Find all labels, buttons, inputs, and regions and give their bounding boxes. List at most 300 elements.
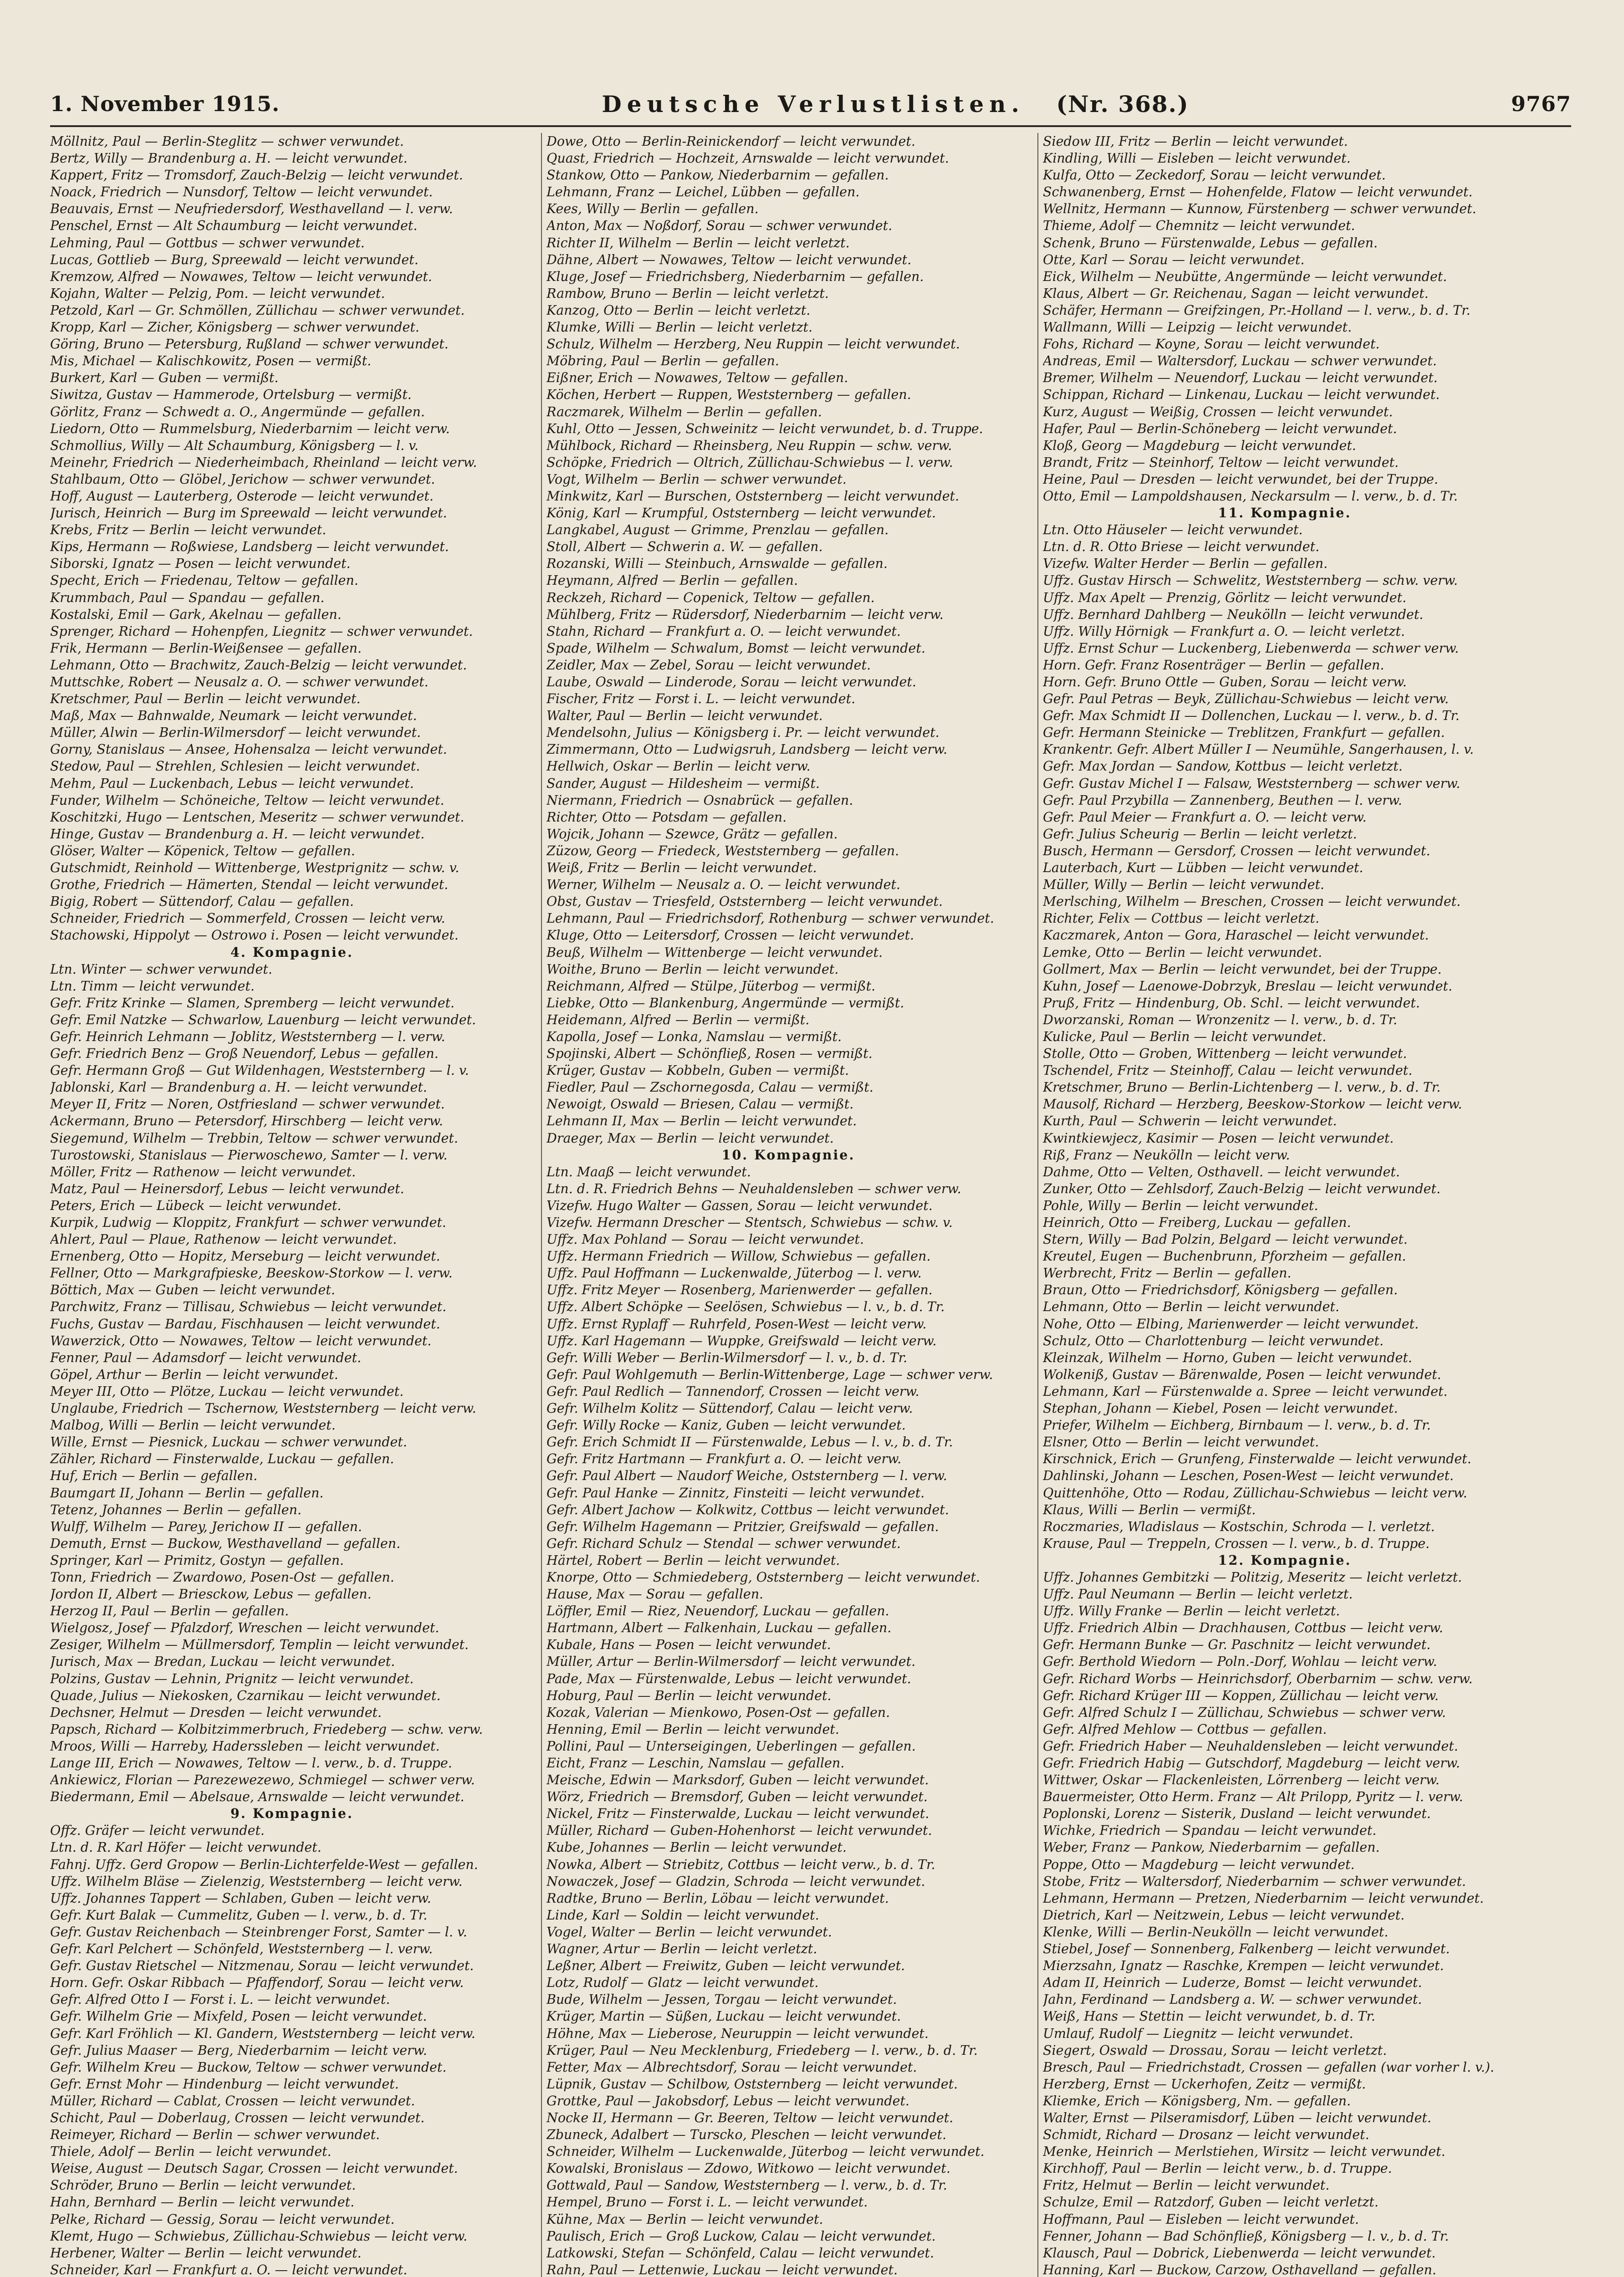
casualty-entry: Hinge, Gustav — Brandenburg a. H. — leicht verwundet. (50, 826, 425, 842)
casualty-entry: Fuchs, Gustav — Bardau, Fischhausen — leicht verwundet. (50, 1316, 440, 1332)
casualty-entry: Gefr. Albert Jachow — Kolkwitz, Cottbus — leicht verwundet. (546, 1502, 949, 1517)
issue-date: 1. November 1915. (50, 92, 280, 116)
casualty-entry: Liebke, Otto — Blankenburg, Angermünde — vermißt. (546, 995, 904, 1011)
casualty-entry: Fellner, Otto — Markgrafpieske, Beeskow-Storkow — l. verw. (50, 1266, 453, 1281)
casualty-entry: Uffz. Max Pohland — Sorau — leicht verwundet. (546, 1232, 864, 1247)
casualty-entry: Wolkeniß, Gustav — Bärenwalde, Posen — leicht verwundet. (1043, 1367, 1441, 1382)
casualty-entry: Lehmann, Otto — Brachwitz, Zauch-Belzig — leicht verwundet. (50, 657, 467, 673)
casualty-entry: Demuth, Ernst — Buckow, Westhavelland — gefallen. (50, 1536, 401, 1551)
casualty-entry: Meinehr, Friedrich — Niederheimbach, Rheinland — leicht verw. (50, 454, 477, 470)
casualty-entry: Kindling, Willi — Eisleben — leicht verwundet. (1043, 151, 1351, 166)
casualty-entry: Heidemann, Alfred — Berlin — vermißt. (546, 1012, 810, 1027)
casualty-entry: Fiedler, Paul — Zschornegosda, Calau — vermißt. (546, 1080, 873, 1095)
casualty-entry: Kaczmarek, Anton — Gora, Haraschel — leicht verwundet. (1043, 928, 1429, 943)
casualty-entry: Muttschke, Robert — Neusalz a. O. — schwer verwundet. (50, 674, 429, 689)
casualty-entry: Hartmann, Albert — Falkenhain, Luckau — gefallen. (546, 1620, 892, 1636)
casualty-entry: Newoigt, Oswald — Briesen, Calau — vermißt. (546, 1097, 854, 1112)
casualty-entry: Krebs, Fritz — Berlin — leicht verwundet. (50, 522, 327, 538)
casualty-entry: Klenke, Willi — Berlin-Neukölln — leicht verwundet. (1043, 1924, 1389, 1940)
casualty-entry: Kreutel, Eugen — Buchenbrunn, Pforzheim — gefallen. (1043, 1249, 1406, 1264)
casualty-entry: Klemt, Hugo — Schwiebus, Züllichau-Schwiebus — leicht verw. (50, 2228, 468, 2244)
casualty-entry: Hoffmann, Paul — Eisleben — leicht verwundet. (1043, 2211, 1359, 2227)
text-column-3 (1043, 133, 1527, 2277)
casualty-entry: Lehmann, Hermann — Pretzen, Niederbarnim — leicht verwundet. (1043, 1890, 1484, 1906)
casualty-entry: Grothe, Friedrich — Hämerten, Stendal — leicht verwundet. (50, 877, 449, 893)
casualty-entry: Uffz. Friedrich Albin — Drachhausen, Cottbus — leicht verw. (1043, 1620, 1443, 1636)
casualty-entry: Möllnitz, Paul — Berlin-Steglitz — schwer verwundet. (50, 134, 404, 149)
section-heading: 12. Kompagnie. (1218, 1552, 1352, 1568)
casualty-entry: Meyer III, Otto — Plötze, Luckau — leicht verwundet. (50, 1384, 404, 1399)
casualty-entry: Zimmermann, Otto — Ludwigsruh, Landsberg — leicht verw. (546, 742, 948, 757)
casualty-entry: Kloß, Georg — Magdeburg — leicht verwundet. (1043, 438, 1356, 453)
casualty-entry: Huf, Erich — Berlin — gefallen. (50, 1468, 258, 1484)
casualty-entry: Möbring, Paul — Berlin — gefallen. (546, 353, 779, 369)
casualty-entry: Paulisch, Erich — Groß Luckow, Calau — leicht verwundet. (546, 2228, 936, 2244)
casualty-entry: Bresch, Paul — Friedrichstadt, Crossen — gefallen (war vorher l. v.). (1043, 2059, 1495, 2075)
casualty-entry: Pollini, Paul — Unterseigingen, Ueberlingen — gefallen. (546, 1738, 916, 1754)
casualty-entry: Polzins, Gustav — Lehnin, Prignitz — leicht verwundet. (50, 1671, 414, 1686)
casualty-entry: Uffz. Hermann Friedrich — Willow, Schwiebus — gefallen. (546, 1249, 931, 1264)
casualty-entry: Gefr. Richard Schulz — Stendal — schwer verwundet. (546, 1536, 901, 1551)
casualty-entry: Heymann, Alfred — Berlin — gefallen. (546, 573, 798, 588)
casualty-entry: Zeidler, Max — Zebel, Sorau — leicht verwundet. (546, 657, 871, 673)
casualty-entry: Ankiewicz, Florian — Parezewezewo, Schmiegel — schwer verw. (50, 1772, 475, 1788)
casualty-entry: Gefr. Karl Fröhlich — Kl. Gandern, Weststernberg — leicht verw. (50, 2026, 475, 2041)
casualty-entry: Ltn. d. R. Otto Briese — leicht verwundet. (1043, 539, 1320, 555)
casualty-entry: Walter, Paul — Berlin — leicht verwundet. (546, 708, 823, 724)
casualty-entry: Menke, Heinrich — Merlstiehen, Wirsitz — leicht verwundet. (1043, 2144, 1445, 2160)
casualty-entry: Eißner, Erich — Nowawes, Teltow — gefallen. (546, 370, 848, 386)
casualty-entry: Lucas, Gottlieb — Burg, Spreewald — leicht verwundet. (50, 252, 419, 267)
casualty-entry: Spojinski, Albert — Schönfließ, Rosen — vermißt. (546, 1046, 873, 1062)
casualty-entry: Müller, Richard — Guben-Hohenhorst — leicht verwundet. (546, 1823, 932, 1838)
casualty-entry: Kozak, Valerian — Mienkowo, Posen-Ost — gefallen. (546, 1705, 890, 1720)
casualty-entry: Biedermann, Emil — Abelsaue, Arnswalde — leicht verwundet. (50, 1789, 465, 1805)
casualty-entry: Brandt, Fritz — Steinhorf, Teltow — leicht verwundet. (1043, 454, 1399, 470)
casualty-entry: Jablonski, Karl — Brandenburg a. H. — leicht verwundet. (50, 1080, 427, 1095)
publication-name: Deutsche Verlustlisten. (602, 90, 1025, 117)
casualty-entry: Henning, Emil — Berlin — leicht verwundet. (546, 1721, 839, 1737)
casualty-entry: Bigig, Robert — Süttendorf, Calau — gefallen. (50, 894, 354, 909)
casualty-entry: Siegemund, Wilhelm — Trebbin, Teltow — schwer verwundet. (50, 1130, 458, 1146)
casualty-entry: Offz. Gräfer — leicht verwundet. (50, 1823, 265, 1838)
casualty-entry: Anton, Max — Noßdorf, Sorau — schwer verwundet. (546, 218, 893, 234)
casualty-entry: Uffz. Fritz Meyer — Rosenberg, Marienwerder — gefallen. (546, 1282, 933, 1298)
casualty-entry: Uffz. Johannes Gembitzki — Politzig, Meseritz — leicht verletzt. (1043, 1569, 1462, 1585)
casualty-entry: Eick, Wilhelm — Neubütte, Angermünde — leicht verwundet. (1043, 269, 1447, 284)
casualty-entry: Richter, Felix — Cottbus — leicht verletzt. (1043, 911, 1320, 926)
casualty-entry: Gefr. Richard Krüger III — Koppen, Züllichau — leicht verw. (1043, 1688, 1439, 1703)
casualty-entry: Gorny, Stanislaus — Ansee, Hohensalza — leicht verwundet. (50, 742, 447, 757)
casualty-entry: Gefr. Paul Petras — Beyk, Züllichau-Schwiebus — leicht verw. (1043, 691, 1449, 707)
casualty-entry: Mehm, Paul — Luckenbach, Lebus — leicht verwundet. (50, 776, 414, 791)
column-divider (1037, 133, 1038, 2277)
casualty-entry: Wörz, Friedrich — Bremsdorf, Guben — leicht verwundet. (546, 1789, 928, 1805)
casualty-entry: Kropp, Karl — Zicher, Königsberg — schwer verwundet. (50, 320, 419, 335)
casualty-entry: Schmidt, Richard — Drosanz — leicht verwundet. (1043, 2127, 1369, 2143)
casualty-entry: Sander, August — Hildesheim — vermißt. (546, 776, 820, 791)
casualty-entry: Latkowski, Stefan — Schönfeld, Calau — leicht verwundet. (546, 2245, 935, 2261)
casualty-entry: Lehmann II, Max — Berlin — leicht verwundet. (546, 1113, 857, 1129)
casualty-entry: Kuhl, Otto — Jessen, Schweinitz — leicht verwundet, b. d. Truppe. (546, 421, 983, 436)
casualty-entry: Gefr. Wilhelm Kolitz — Süttendorf, Calau — leicht verw. (546, 1401, 913, 1416)
casualty-entry: Gefr. Alfred Mehlow — Cottbus — gefallen. (1043, 1721, 1327, 1737)
casualty-entry: Stephan, Johann — Kiebel, Posen — leicht verwundet. (1043, 1401, 1398, 1416)
casualty-entry: Mühlbock, Richard — Rheinsberg, Neu Ruppin — schw. verw. (546, 438, 952, 453)
casualty-entry: Wagner, Artur — Berlin — leicht verletzt. (546, 1941, 817, 1957)
casualty-entry: Kappert, Fritz — Tromsdorf, Zauch-Belzig — leicht verwundet. (50, 168, 463, 183)
casualty-entry: Züzow, Georg — Friedeck, Weststernberg — gefallen. (546, 843, 899, 858)
casualty-entry: Ltn. Otto Häuseler — leicht verwundet. (1043, 522, 1303, 538)
casualty-entry: Uffz. Gustav Hirsch — Schwelitz, Weststernberg — schw. verw. (1043, 573, 1458, 588)
casualty-entry: Schulz, Wilhelm — Herzberg, Neu Ruppin — leicht verwundet. (546, 337, 960, 352)
casualty-entry: Burkert, Karl — Guben — vermißt. (50, 370, 279, 386)
casualty-entry: Uffz. Bernhard Dahlberg — Neukölln — leicht verwundet. (1043, 607, 1424, 622)
casualty-entry: Müller, Richard — Cablat, Crossen — leicht verwundet. (50, 2093, 415, 2109)
casualty-entry: Kirchhoff, Paul — Berlin — leicht verw., b. d. Truppe. (1043, 2161, 1392, 2176)
casualty-entry: Gefr. Kurt Balak — Cummelitz, Guben — l. verw., b. d. Tr. (50, 1907, 428, 1923)
casualty-entry: Kurth, Paul — Schwerin — leicht verwundet. (1043, 1113, 1337, 1129)
casualty-entry: Lotz, Rudolf — Glatz — leicht verwundet. (546, 1975, 819, 1991)
casualty-entry: Andreas, Emil — Waltersdorf, Luckau — schwer verwundet. (1043, 353, 1437, 369)
casualty-entry: Uffz. Karl Hagemann — Wuppke, Greifswald — leicht verw. (546, 1333, 937, 1348)
casualty-entry: Kurpik, Ludwig — Kloppitz, Frankfurt — schwer verwundet. (50, 1215, 446, 1230)
casualty-entry: Kremzow, Alfred — Nowawes, Teltow — leicht verwundet. (50, 269, 432, 284)
casualty-entry: Gefr. Wilhelm Grie — Mixfeld, Posen — leicht verwundet. (50, 2009, 427, 2024)
casualty-entry: Horn. Gefr. Oskar Ribbach — Pfaffendorf, Sorau — leicht verw. (50, 1975, 464, 1991)
casualty-entry: Gefr. Willi Weber — Berlin-Wilmersdorf — l. v., b. d. Tr. (546, 1350, 908, 1365)
casualty-entry: Gefr. Paul Hanke — Zinnitz, Finsteiti — leicht verwundet. (546, 1485, 925, 1501)
casualty-entry: Schöpke, Friedrich — Oltrich, Züllichau-Schwiebus — l. verw. (546, 454, 953, 470)
casualty-entry: Priefer, Wilhelm — Eichberg, Birnbaum — l. verw., b. d. Tr. (1043, 1418, 1431, 1433)
casualty-entry: Lehmann, Karl — Fürstenwalde a. Spree — leicht verwundet. (1043, 1384, 1448, 1399)
casualty-entry: Gollmert, Max — Berlin — leicht verwundet, bei der Truppe. (1043, 961, 1442, 977)
casualty-entry: Pruß, Fritz — Hindenburg, Ob. Schl. — leicht verwundet. (1043, 995, 1420, 1011)
casualty-entry: Parchwitz, Franz — Tillisau, Schwiebus — leicht verwundet. (50, 1299, 447, 1315)
casualty-entry: Horn. Gefr. Franz Rosenträger — Berlin — gefallen. (1043, 657, 1384, 673)
casualty-entry: Kleinzak, Wilhelm — Horno, Guben — leicht verwundet. (1043, 1350, 1412, 1365)
casualty-entry: Dahme, Otto — Velten, Osthavell. — leicht verwundet. (1043, 1164, 1400, 1179)
casualty-entry: Fetter, Max — Albrechtsdorf, Sorau — leicht verwundet. (546, 2059, 917, 2075)
casualty-entry: Fritz, Helmut — Berlin — leicht verwundet. (1043, 2178, 1330, 2193)
casualty-entry: Gefr. Paul Przybilla — Zannenberg, Beuthen — l. verw. (1043, 792, 1402, 808)
casualty-entry: Radtke, Bruno — Berlin, Löbau — leicht verwundet. (546, 1890, 889, 1906)
casualty-entry: Grottke, Paul — Jakobsdorf, Lebus — leicht verwundet. (546, 2093, 909, 2109)
casualty-entry: Gefr. Friedrich Haber — Neuhaldensleben — leicht verwundet. (1043, 1738, 1458, 1754)
casualty-entry: Herzberg, Ernst — Uckerhofen, Zeitz — vermißt. (1043, 2076, 1366, 2092)
casualty-entry: Riß, Franz — Neukölln — leicht verw. (1043, 1147, 1290, 1163)
casualty-entry: Schäfer, Hermann — Greifzingen, Pr.-Holland — l. verw., b. d. Tr. (1043, 302, 1471, 318)
casualty-entry: Kühne, Max — Berlin — leicht verwundet. (546, 2211, 823, 2227)
casualty-entry: Rozanski, Willi — Steinbuch, Arnswalde — gefallen. (546, 556, 888, 572)
casualty-entry: Schulze, Emil — Ratzdorf, Guben — leicht verletzt. (1043, 2195, 1379, 2210)
casualty-entry: Stobe, Fritz — Waltersdorf, Niederbarnim — schwer verwundet. (1043, 1874, 1466, 1889)
casualty-entry: Kube, Johannes — Berlin — leicht verwundet. (546, 1840, 847, 1855)
casualty-entry: Beuß, Wilhelm — Wittenberge — leicht verwundet. (546, 944, 883, 960)
casualty-entry: Klausch, Paul — Dobrick, Liebenwerda — leicht verwundet. (1043, 2245, 1436, 2261)
casualty-entry: Otte, Karl — Sorau — leicht verwundet. (1043, 252, 1305, 267)
casualty-entry: Lüpnik, Gustav — Schilbow, Oststernberg — leicht verwundet. (546, 2076, 958, 2092)
casualty-entry: Uffz. Willy Hörnigk — Frankfurt a. O. — leicht verletzt. (1043, 623, 1405, 639)
casualty-entry: Göpel, Arthur — Berlin — leicht verwundet. (50, 1367, 338, 1382)
casualty-entry: Ackermann, Bruno — Petersdorf, Hirschberg — leicht verw. (50, 1113, 443, 1129)
casualty-entry: Ltn. Winter — schwer verwundet. (50, 961, 272, 977)
casualty-entry: Gefr. Fritz Krinke — Slamen, Spremberg — leicht verwundet. (50, 995, 455, 1011)
casualty-entry: Tschendel, Fritz — Steinhoff, Calau — leicht verwundet. (1043, 1063, 1413, 1078)
section-heading: 9. Kompagnie. (230, 1806, 353, 1822)
casualty-entry: Unglaube, Friedrich — Tschernow, Weststernberg — leicht verw. (50, 1401, 476, 1416)
casualty-entry: Woithe, Bruno — Berlin — leicht verwundet. (546, 961, 839, 977)
casualty-entry: Uffz. Albert Schöpke — Seelösen, Schwiebus — l. v., b. d. Tr. (546, 1299, 945, 1315)
casualty-entry: Stankow, Otto — Pankow, Niederbarnim — gefallen. (546, 168, 889, 183)
casualty-entry: Schicht, Paul — Doberlaug, Crossen — leicht verwundet. (50, 2110, 425, 2125)
casualty-entry: Braun, Otto — Friedrichsdorf, Königsberg — gefallen. (1043, 1282, 1398, 1298)
casualty-entry: Wichke, Friedrich — Spandau — leicht verwundet. (1043, 1823, 1377, 1838)
column-divider (541, 133, 542, 2277)
casualty-entry: Stahlbaum, Otto — Glöbel, Jerichow — schwer verwundet. (50, 471, 435, 487)
casualty-entry: Elsner, Otto — Berlin — leicht verwundet. (1043, 1435, 1319, 1450)
casualty-entry: Nohe, Otto — Elbing, Marienwerder — leicht verwundet. (1043, 1316, 1419, 1332)
casualty-entry: Vogt, Wilhelm — Berlin — schwer verwundet. (546, 471, 847, 487)
casualty-entry: Gefr. Paul Meier — Frankfurt a. O. — leicht verw. (1043, 809, 1367, 825)
casualty-entry: Kulicke, Paul — Berlin — leicht verwundet. (1043, 1029, 1327, 1044)
casualty-entry: Jahn, Ferdinand — Landsberg a. W. — schwer verwundet. (1043, 1992, 1422, 2007)
casualty-entry: Bauermeister, Otto Herm. Franz — Alt Prilopp, Pyritz — l. verw. (1043, 1789, 1463, 1805)
casualty-entry: Noack, Friedrich — Nunsdorf, Teltow — leicht verwundet. (50, 184, 433, 200)
casualty-entry: Schröder, Bruno — Berlin — leicht verwundet. (50, 2178, 356, 2193)
casualty-entry: Jurisch, Heinrich — Burg im Spreewald — leicht verwundet. (50, 505, 447, 521)
section-heading: 4. Kompagnie. (230, 944, 353, 960)
casualty-entry: Nocke II, Hermann — Gr. Beeren, Teltow — leicht verwundet. (546, 2110, 954, 2125)
casualty-entry: Horn. Gefr. Bruno Ottle — Guben, Sorau — leicht verw. (1043, 674, 1407, 689)
casualty-entry: Dähne, Albert — Nowawes, Teltow — leicht verwundet. (546, 252, 912, 267)
casualty-entry: Krüger, Gustav — Kobbeln, Guben — vermißt. (546, 1063, 849, 1078)
casualty-entry: Kuhn, Josef — Laenowe-Dobrzyk, Breslau — leicht verwundet. (1043, 978, 1453, 994)
casualty-entry: Mroos, Willi — Harreby, Haderssleben — leicht verwundet. (50, 1738, 440, 1754)
casualty-entry: Frik, Hermann — Berlin-Weißensee — gefallen. (50, 640, 362, 656)
casualty-entry: Ltn. Maaß — leicht verwundet. (546, 1164, 751, 1179)
section-heading: 10. Kompagnie. (721, 1147, 855, 1163)
casualty-entry: Wille, Ernst — Piesnick, Luckau — schwer verwundet. (50, 1435, 407, 1450)
casualty-entry: Lemke, Otto — Berlin — leicht verwundet. (1043, 944, 1323, 960)
casualty-entry: Quade, Julius — Niekosken, Czarnikau — leicht verwundet. (50, 1688, 441, 1703)
casualty-entry: Specht, Erich — Friedenau, Teltow — gefallen. (50, 573, 358, 588)
casualty-entry: Vizefw. Hugo Walter — Gassen, Sorau — leicht verwundet. (546, 1198, 933, 1213)
casualty-entry: Hanning, Karl — Buckow, Carzow, Osthavelland — gefallen. (1043, 2262, 1436, 2277)
casualty-entry: Uffz. Johannes Tappert — Schlaben, Guben — leicht verw. (50, 1890, 431, 1906)
casualty-entry: Nowka, Albert — Striebitz, Cottbus — leicht verw., b. d. Tr. (546, 1857, 935, 1872)
casualty-entry: Gefr. Max Jordan — Sandow, Kottbus — leicht verletzt. (1043, 759, 1403, 774)
casualty-entry: Richter II, Wilhelm — Berlin — leicht verletzt. (546, 235, 850, 250)
casualty-entry: Klaus, Willi — Berlin — vermißt. (1043, 1502, 1256, 1517)
casualty-entry: Fischer, Fritz — Forst i. L. — leicht verwundet. (546, 691, 856, 707)
casualty-entry: Hahn, Bernhard — Berlin — leicht verwundet. (50, 2195, 355, 2210)
casualty-entry: Gefr. Alfred Schulz I — Züllichau, Schwiebus — schwer verw. (1043, 1705, 1446, 1720)
casualty-entry: Kwintkiewjecz, Kasimir — Posen — leicht verwundet. (1043, 1130, 1394, 1146)
casualty-entry: Hellwich, Oskar — Berlin — leicht verw. (546, 759, 811, 774)
casualty-entry: Baumgart II, Johann — Berlin — gefallen. (50, 1485, 324, 1501)
casualty-entry: Gefr. Gustav Michel I — Falsaw, Weststernberg — schwer verw. (1043, 776, 1461, 791)
casualty-entry: Sprenger, Richard — Hohenpfen, Liegnitz — schwer verwundet. (50, 623, 473, 639)
casualty-entry: Stoll, Albert — Schwerin a. W. — gefallen. (546, 539, 823, 555)
casualty-entry: Wellnitz, Hermann — Kunnow, Fürstenberg — schwer verwundet. (1043, 201, 1476, 217)
casualty-entry: Krüger, Paul — Neu Mecklenburg, Friedeberg — l. verw., b. d. Tr. (546, 2042, 978, 2058)
text-column-1 (50, 133, 534, 2277)
casualty-entry: Görlitz, Franz — Schwedt a. O., Angermünde — gefallen. (50, 404, 425, 419)
casualty-entry: Ahlert, Paul — Plaue, Rathenow — leicht verwundet. (50, 1232, 397, 1247)
casualty-entry: Mis, Michael — Kalischkowitz, Posen — vermißt. (50, 353, 372, 369)
casualty-entry: Otto, Emil — Lampoldshausen, Neckarsulm — l. verw., b. d. Tr. (1043, 488, 1458, 504)
casualty-entry: Gefr. Hermann Groß — Gut Wildenhagen, Weststernberg — l. v. (50, 1063, 469, 1078)
casualty-entry: Laube, Oswald — Linderode, Sorau — leicht verwundet. (546, 674, 916, 689)
casualty-entry: Heine, Paul — Dresden — leicht verwundet, bei der Truppe. (1043, 471, 1438, 487)
casualty-entry: Umlauf, Rudolf — Liegnitz — leicht verwundet. (1043, 2026, 1353, 2041)
casualty-entry: Merlsching, Wilhelm — Breschen, Crossen — leicht verwundet. (1043, 894, 1461, 909)
casualty-entry: Klaus, Albert — Gr. Reichenau, Sagan — leicht verwundet. (1043, 286, 1429, 301)
casualty-entry: Klumke, Willi — Berlin — leicht verletzt. (546, 320, 813, 335)
casualty-entry: Gefr. Richard Worbs — Heinrichsdorf, Oberbarnim — schw. verw. (1043, 1671, 1473, 1686)
casualty-entry: Poplonski, Lorenz — Sisterik, Dusland — leicht verwundet. (1043, 1806, 1431, 1822)
casualty-entry: Quast, Friedrich — Hochzeit, Arnswalde — leicht verwundet. (546, 151, 949, 166)
casualty-entry: Gefr. Fritz Hartmann — Frankfurt a. O. — leicht verw. (546, 1451, 902, 1467)
casualty-entry: Hempel, Bruno — Forst i. L. — leicht verwundet. (546, 2195, 868, 2210)
casualty-entry: Turostowski, Stanislaus — Pierwoschewo, Samter — l. verw. (50, 1147, 448, 1163)
casualty-entry: König, Karl — Krumpful, Oststernberg — leicht verwundet. (546, 505, 936, 521)
casualty-entry: Ltn. Timm — leicht verwundet. (50, 978, 255, 994)
casualty-entry: Gefr. Heinrich Lehmann — Joblitz, Weststernberg — l. verw. (50, 1029, 445, 1044)
casualty-entry: Gefr. Gustav Reichenbach — Steinbrenger Forst, Samter — l. v. (50, 1924, 467, 1940)
casualty-entry: Hafer, Paul — Berlin-Schöneberg — leicht verwundet. (1043, 421, 1397, 436)
casualty-entry: Zähler, Richard — Finsterwalde, Luckau — gefallen. (50, 1451, 394, 1467)
casualty-entry: Reichmann, Alfred — Stülpe, Jüterbog — vermißt. (546, 978, 876, 994)
casualty-entry: Schneider, Karl — Frankfurt a. O. — leicht verwundet. (50, 2262, 408, 2277)
casualty-entry: Gefr. Emil Natzke — Schwarlow, Lauenburg — leicht verwundet. (50, 1012, 476, 1027)
casualty-entry: Penschel, Ernst — Alt Schaumburg — leicht verwundet. (50, 218, 418, 234)
casualty-entry: Pade, Max — Fürstenwalde, Lebus — leicht verwundet. (546, 1671, 911, 1686)
casualty-entry: Siedow III, Fritz — Berlin — leicht verwundet. (1043, 134, 1348, 149)
casualty-entry: Uffz. Wilhelm Bläse — Zielenzig, Weststernberg — leicht verw. (50, 1874, 463, 1889)
casualty-entry: Wallmann, Willi — Leipzig — leicht verwundet. (1043, 320, 1352, 335)
casualty-entry: Härtel, Robert — Berlin — leicht verwundet. (546, 1552, 840, 1568)
casualty-entry: Draeger, Max — Berlin — leicht verwundet. (546, 1130, 834, 1146)
casualty-entry: Meyer II, Fritz — Noren, Ostfriesland — schwer verwundet. (50, 1097, 445, 1112)
casualty-entry: Papsch, Richard — Kolbitzimmerbruch, Friedeberg — schw. verw. (50, 1721, 483, 1737)
casualty-entry: Möller, Fritz — Rathenow — leicht verwundet. (50, 1164, 356, 1179)
casualty-entry: Dworzanski, Roman — Wronzenitz — l. verw., b. d. Tr. (1043, 1012, 1398, 1027)
casualty-entry: Raczmarek, Wilhelm — Berlin — gefallen. (546, 404, 822, 419)
casualty-entry: Stedow, Paul — Strehlen, Schlesien — leicht verwundet. (50, 759, 420, 774)
casualty-entry: Linde, Karl — Soldin — leicht verwundet. (546, 1907, 819, 1923)
casualty-entry: Kluge, Josef — Friedrichsberg, Niederbarnim — gefallen. (546, 269, 924, 284)
casualty-entry: Gefr. Julius Maaser — Berg, Niederbarnim — leicht verw. (50, 2042, 427, 2058)
page-number: 9767 (1511, 92, 1571, 116)
casualty-entry: Kurz, August — Weißig, Crossen — leicht verwundet. (1043, 404, 1393, 419)
casualty-entry: Müller, Artur — Berlin-Wilmersdorf — leicht verwundet. (546, 1654, 916, 1669)
casualty-entry: Krause, Paul — Treppeln, Crossen — l. verw., b. d. Truppe. (1043, 1536, 1430, 1551)
issue-number: (Nr. 368.) (1056, 90, 1189, 117)
casualty-entry: Zbuneck, Adalbert — Turscko, Pleschen — leicht verwundet. (546, 2127, 947, 2143)
casualty-entry: Thieme, Adolf — Chemnitz — leicht verwundet. (1043, 218, 1355, 234)
casualty-entry: Pohle, Willy — Berlin — leicht verwundet. (1043, 1198, 1318, 1213)
casualty-entry: Schippan, Richard — Linkenau, Luckau — leicht verwundet. (1043, 387, 1440, 403)
casualty-entry: Obst, Gustav — Triesfeld, Oststernberg — leicht verwundet. (546, 894, 943, 909)
casualty-entry: Knorpe, Otto — Schmiedeberg, Oststernberg — leicht verwundet. (546, 1569, 980, 1585)
casualty-entry: Weiß, Hans — Stettin — leicht verwundet, b. d. Tr. (1043, 2009, 1375, 2024)
casualty-entry: Poppe, Otto — Magdeburg — leicht verwundet. (1043, 1857, 1355, 1872)
casualty-entry: Mausolf, Richard — Herzberg, Beeskow-Storkow — leicht verw. (1043, 1097, 1462, 1112)
casualty-entry: Gefr. Berthold Wiedorn — Poln.-Dorf, Wohlau — leicht verw. (1043, 1654, 1437, 1669)
casualty-entry: Uffz. Max Apelt — Prenzig, Görlitz — leicht verwundet. (1043, 590, 1407, 605)
casualty-entry: Gefr. Hermann Steinicke — Treblitzen, Frankfurt — gefallen. (1043, 725, 1445, 740)
casualty-entry: Eicht, Franz — Leschin, Namslau — gefallen. (546, 1756, 845, 1771)
casualty-entry: Richter, Otto — Potsdam — gefallen. (546, 809, 787, 825)
casualty-entry: Gutschmidt, Reinhold — Wittenberge, Westprignitz — schw. v. (50, 860, 460, 876)
casualty-entry: Springer, Karl — Primitz, Gostyn — gefallen. (50, 1552, 344, 1568)
casualty-entry: Jurisch, Max — Bredan, Luckau — leicht verwundet. (50, 1654, 395, 1669)
casualty-entry: Dietrich, Karl — Neitzwein, Lebus — leicht verwundet. (1043, 1907, 1405, 1923)
casualty-entry: Jordon II, Albert — Briesckow, Lebus — gefallen. (50, 1587, 372, 1602)
section-heading: 11. Kompagnie. (1218, 505, 1352, 521)
casualty-entry: Fohs, Richard — Koyne, Sorau — leicht verwundet. (1043, 337, 1380, 352)
casualty-entry: Müller, Alwin — Berlin-Wilmersdorf — leicht verwundet. (50, 725, 421, 740)
casualty-entry: Roczmaries, Wladislaus — Kostschin, Schroda — l. verletzt. (1043, 1519, 1435, 1534)
casualty-entry: Gefr. Karl Pelchert — Schönfeld, Weststernberg — l. verw. (50, 1941, 433, 1957)
casualty-entry: Schneider, Friedrich — Sommerfeld, Crossen — leicht verw. (50, 911, 445, 926)
casualty-entry: Quittenhöhe, Otto — Rodau, Züllichau-Schwiebus — leicht verw. (1043, 1485, 1467, 1501)
casualty-entry: Meische, Edwin — Marksdorf, Guben — leicht verwundet. (546, 1772, 929, 1788)
casualty-entry: Zesiger, Wilhelm — Müllmersdorf, Templin — leicht verwundet. (50, 1637, 469, 1653)
casualty-entry: Schneider, Wilhelm — Luckenwalde, Jüterbog — leicht verwundet. (546, 2144, 985, 2160)
casualty-entry: Kirschnick, Erich — Grunfeng, Finsterwalde — leicht verwundet. (1043, 1451, 1471, 1467)
casualty-entry: Wawerzick, Otto — Nowawes, Teltow — leicht verwundet. (50, 1333, 432, 1348)
casualty-entry: Kretschmer, Paul — Berlin — leicht verwundet. (50, 691, 361, 707)
casualty-entry: Köchen, Herbert — Ruppen, Weststernberg — gefallen. (546, 387, 911, 403)
casualty-entry: Liedorn, Otto — Rummelsburg, Niederbarnim — leicht verw. (50, 421, 450, 436)
casualty-entry: Niermann, Friedrich — Osnabrück — gefallen. (546, 792, 853, 808)
casualty-entry: Lange III, Erich — Nowawes, Teltow — l. verw., b. d. Truppe. (50, 1756, 452, 1771)
casualty-entry: Krummbach, Paul — Spandau — gefallen. (50, 590, 325, 605)
casualty-entry: Mendelsohn, Julius — Königsberg i. Pr. — leicht verwundet. (546, 725, 940, 740)
casualty-entry: Spade, Wilhelm — Schwalum, Bomst — leicht verwundet. (546, 640, 925, 656)
casualty-entry: Kees, Willy — Berlin — gefallen. (546, 201, 759, 217)
casualty-entry: Schenk, Bruno — Fürstenwalde, Lebus — gefallen. (1043, 235, 1378, 250)
casualty-entry: Lehmann, Paul — Friedrichsdorf, Rothenburg — schwer verwundet. (546, 911, 994, 926)
casualty-entry: Herzog II, Paul — Berlin — gefallen. (50, 1603, 289, 1619)
casualty-entry: Bertz, Willy — Brandenburg a. H. — leicht verwundet. (50, 151, 408, 166)
casualty-entry: Malbog, Willi — Berlin — leicht verwundet. (50, 1418, 336, 1433)
casualty-entry: Gefr. Alfred Otto I — Forst i. L. — leicht verwundet. (50, 1992, 390, 2007)
casualty-entry: Bremer, Wilhelm — Neuendorf, Luckau — leicht verwundet. (1043, 370, 1438, 386)
casualty-entry: Thiele, Adolf — Berlin — leicht verwundet. (50, 2144, 332, 2160)
text-column-2 (546, 133, 1030, 2277)
casualty-entry: Uffz. Ernst Schur — Luckenberg, Liebenwerda — schwer verw. (1043, 640, 1459, 656)
casualty-entry: Ltn. d. R. Friedrich Behns — Neuhaldensleben — schwer verw. (546, 1181, 961, 1196)
casualty-entry: Schmollius, Willy — Alt Schaumburg, Königsberg — l. v. (50, 438, 419, 453)
casualty-entry: Siborski, Ignatz — Posen — leicht verwundet. (50, 556, 351, 572)
casualty-entry: Ltn. d. R. Karl Höfer — leicht verwundet. (50, 1840, 322, 1855)
casualty-entry: Leßner, Albert — Freiwitz, Guben — leicht verwundet. (546, 1958, 905, 1974)
casualty-entry: Walter, Ernst — Pilseramisdorf, Lüben — leicht verwundet. (1043, 2110, 1431, 2125)
casualty-entry: Reimeyer, Richard — Berlin — schwer verwundet. (50, 2127, 380, 2143)
casualty-entry: Schulz, Otto — Charlottenburg — leicht verwundet. (1043, 1333, 1384, 1348)
casualty-entry: Gefr. Paul Albert — Naudorf Weiche, Oststernberg — l. verw. (546, 1468, 947, 1484)
casualty-entry: Ernenberg, Otto — Hopitz, Merseburg — leicht verwundet. (50, 1249, 440, 1264)
casualty-entry: Gefr. Hermann Bunke — Gr. Paschnitz — leicht verwundet. (1043, 1637, 1431, 1653)
casualty-entry: Gefr. Friedrich Habig — Gutschdorf, Magdeburg — leicht verw. (1043, 1756, 1460, 1771)
casualty-entry: Wielgosz, Josef — Pfalzdorf, Wreschen — leicht verwundet. (50, 1620, 439, 1636)
casualty-entry: Koschitzki, Hugo — Lentschen, Meseritz — schwer verwundet. (50, 809, 465, 825)
casualty-entry: Funder, Wilhelm — Schöneiche, Teltow — leicht verwundet. (50, 792, 444, 808)
